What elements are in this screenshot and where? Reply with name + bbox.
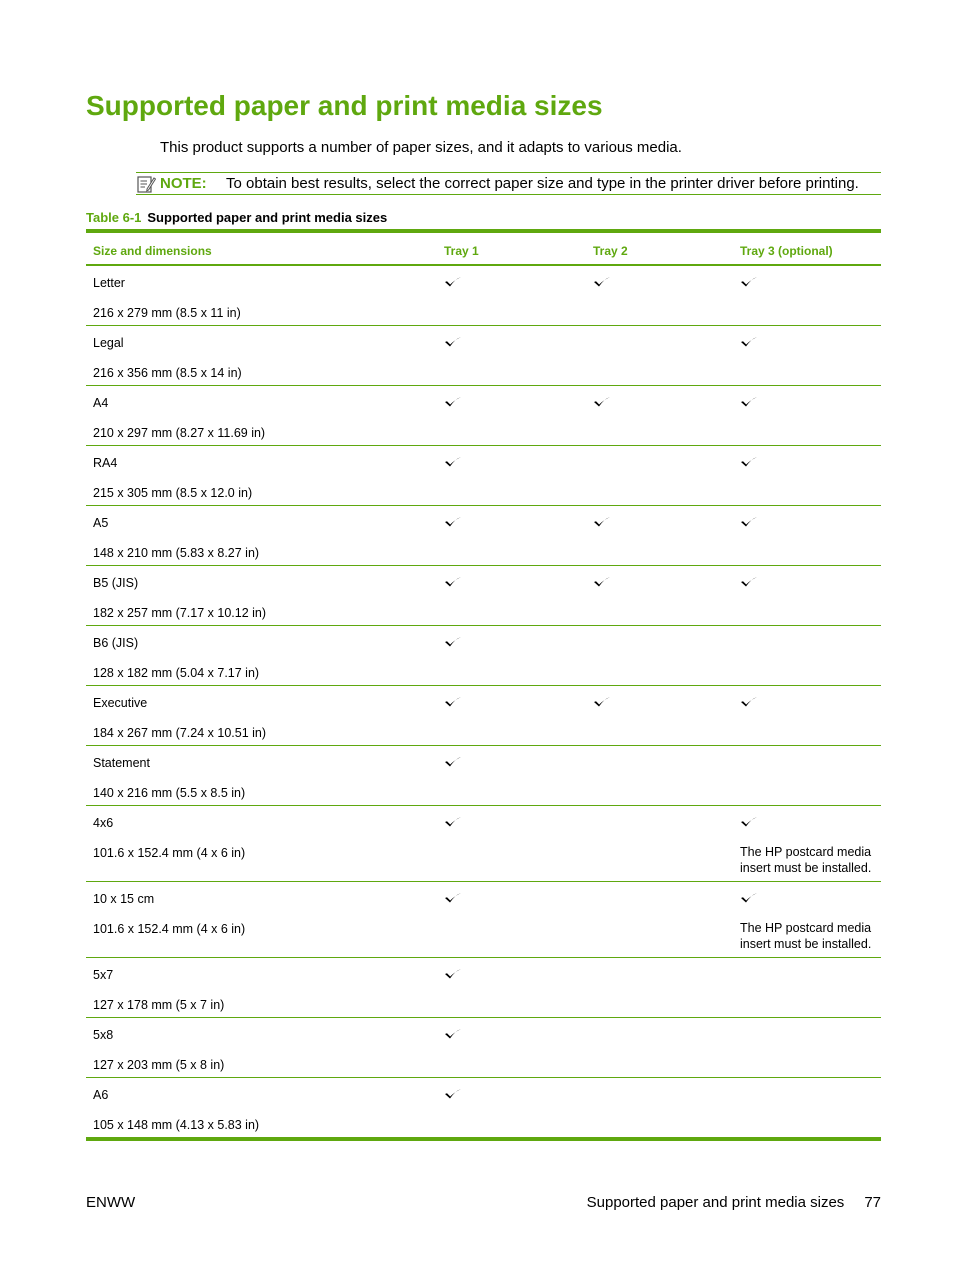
checkmark-icon bbox=[740, 696, 758, 708]
checkmark-icon bbox=[444, 636, 462, 648]
row-dimensions: 105 x 148 mm (4.13 x 5.83 in) bbox=[93, 1118, 260, 1132]
checkmark-icon bbox=[444, 396, 462, 408]
checkmark-icon bbox=[444, 892, 462, 904]
checkmark-icon bbox=[444, 968, 462, 980]
row-size-name: B5 (JIS) bbox=[93, 576, 139, 590]
row-size-name: A6 bbox=[93, 1088, 109, 1102]
row-size-name: B6 (JIS) bbox=[93, 636, 139, 650]
table-row bbox=[86, 506, 881, 566]
table-row bbox=[86, 686, 881, 746]
page-number: 77 bbox=[864, 1194, 881, 1211]
note-box bbox=[136, 172, 881, 195]
checkmark-icon bbox=[444, 816, 462, 828]
checkmark-icon bbox=[444, 1088, 462, 1100]
table-row bbox=[86, 1018, 881, 1078]
row-dimensions: 140 x 216 mm (5.5 x 8.5 in) bbox=[93, 786, 246, 800]
note-text: To obtain best results, select the correct paper size and type in the printer driver before printing. bbox=[226, 175, 859, 192]
checkmark-icon bbox=[593, 276, 611, 288]
table-caption-number: Table 6-1 bbox=[86, 210, 142, 225]
row-size-name: 10 x 15 cm bbox=[93, 892, 155, 906]
row-size-name: Legal bbox=[93, 336, 124, 350]
table-row bbox=[86, 386, 881, 446]
tray3-note: The HP postcard media insert must be installed. bbox=[740, 921, 872, 951]
table-row bbox=[86, 566, 881, 626]
row-dimensions: 101.6 x 152.4 mm (4 x 6 in) bbox=[93, 846, 246, 860]
checkmark-icon bbox=[740, 516, 758, 528]
row-dimensions: 184 x 267 mm (7.24 x 10.51 in) bbox=[93, 726, 267, 740]
checkmark-icon bbox=[444, 1028, 462, 1040]
checkmark-icon bbox=[740, 396, 758, 408]
row-dimensions: 215 x 305 mm (8.5 x 12.0 in) bbox=[93, 486, 253, 500]
row-size-name: 4x6 bbox=[93, 816, 114, 830]
table-row bbox=[86, 626, 881, 686]
checkmark-icon bbox=[740, 816, 758, 828]
table-row bbox=[86, 746, 881, 806]
checkmark-icon bbox=[593, 516, 611, 528]
row-dimensions: 101.6 x 152.4 mm (4 x 6 in) bbox=[93, 922, 246, 936]
checkmark-icon bbox=[444, 696, 462, 708]
checkmark-icon bbox=[740, 576, 758, 588]
paper-sizes-table bbox=[86, 229, 881, 1141]
checkmark-icon bbox=[740, 276, 758, 288]
checkmark-icon bbox=[444, 336, 462, 348]
row-dimensions: 216 x 356 mm (8.5 x 14 in) bbox=[93, 366, 242, 380]
row-dimensions: 216 x 279 mm (8.5 x 11 in) bbox=[93, 306, 241, 320]
row-dimensions: 128 x 182 mm (5.04 x 7.17 in) bbox=[93, 666, 260, 680]
checkmark-icon bbox=[593, 396, 611, 408]
row-size-name: 5x8 bbox=[93, 1028, 114, 1042]
row-size-name: RA4 bbox=[93, 456, 118, 470]
checkmark-icon bbox=[444, 516, 462, 528]
checkmark-icon bbox=[593, 576, 611, 588]
table-body bbox=[86, 266, 881, 1137]
page-title: Supported paper and print media sizes bbox=[86, 90, 603, 121]
footer-section-title: Supported paper and print media sizes bbox=[586, 1194, 845, 1211]
table-row bbox=[86, 882, 881, 958]
checkmark-icon bbox=[740, 892, 758, 904]
note-pencil-icon bbox=[136, 174, 156, 194]
note-label: NOTE: bbox=[160, 175, 207, 192]
header-tray-2: Tray 2 bbox=[593, 244, 628, 258]
table-caption bbox=[86, 210, 387, 225]
table-row bbox=[86, 266, 881, 326]
table-caption-title: Supported paper and print media sizes bbox=[147, 210, 388, 225]
checkmark-icon bbox=[444, 456, 462, 468]
row-dimensions: 127 x 203 mm (5 x 8 in) bbox=[93, 1058, 225, 1072]
checkmark-icon bbox=[593, 696, 611, 708]
row-size-name: Letter bbox=[93, 276, 125, 290]
row-size-name: Statement bbox=[93, 756, 150, 770]
row-dimensions: 210 x 297 mm (8.27 x 11.69 in) bbox=[93, 426, 266, 440]
row-size-name: A4 bbox=[93, 396, 109, 410]
table-row bbox=[86, 446, 881, 506]
row-size-name: A5 bbox=[93, 516, 109, 530]
intro-paragraph: This product supports a number of paper sizes, and it adapts to various media. bbox=[160, 139, 682, 156]
table-row bbox=[86, 1078, 881, 1137]
checkmark-icon bbox=[444, 756, 462, 768]
table-header-row bbox=[86, 233, 881, 266]
row-dimensions: 148 x 210 mm (5.83 x 8.27 in) bbox=[93, 546, 260, 560]
footer-left: ENWW bbox=[86, 1194, 136, 1211]
row-size-name: 5x7 bbox=[93, 968, 114, 982]
header-tray-3: Tray 3 (optional) bbox=[740, 244, 833, 258]
header-tray-1: Tray 1 bbox=[444, 244, 479, 258]
row-dimensions: 127 x 178 mm (5 x 7 in) bbox=[93, 998, 225, 1012]
table-row bbox=[86, 326, 881, 386]
table-row bbox=[86, 806, 881, 882]
checkmark-icon bbox=[740, 336, 758, 348]
checkmark-icon bbox=[740, 456, 758, 468]
table-row bbox=[86, 958, 881, 1018]
header-size-and-dimensions: Size and dimensions bbox=[93, 244, 212, 258]
row-dimensions: 182 x 257 mm (7.17 x 10.12 in) bbox=[93, 606, 267, 620]
checkmark-icon bbox=[444, 276, 462, 288]
row-size-name: Executive bbox=[93, 696, 148, 710]
tray3-note: The HP postcard media insert must be installed. bbox=[740, 845, 872, 875]
checkmark-icon bbox=[444, 576, 462, 588]
footer-right bbox=[587, 1194, 881, 1211]
